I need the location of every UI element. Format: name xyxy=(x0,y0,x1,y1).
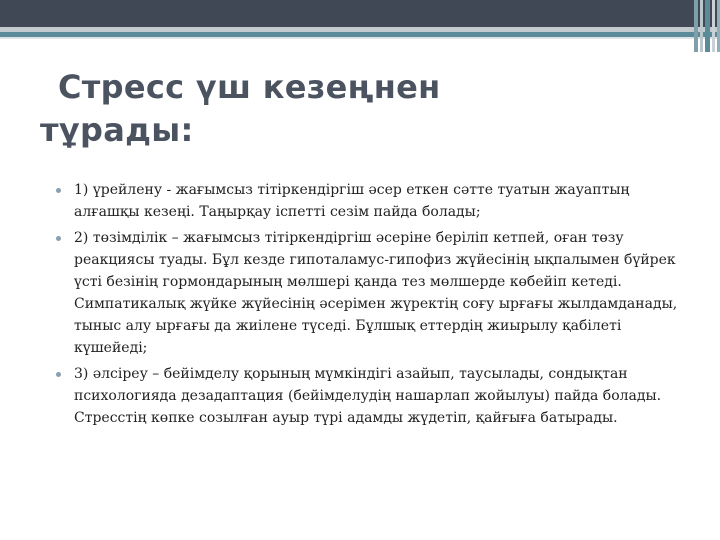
bullet-dot-icon xyxy=(56,236,61,241)
bullet-item-alarm xyxy=(56,179,690,223)
slide-title-line-2: тұрады: xyxy=(40,111,194,149)
bullet-dot-icon xyxy=(56,188,61,193)
bullet-item-resistance xyxy=(56,227,690,359)
slide-title xyxy=(40,66,680,152)
bullet-list xyxy=(56,179,690,433)
slide-title-line-1: Стресс үш кезеңнен xyxy=(58,68,441,106)
bullet-item-exhaustion xyxy=(56,363,690,429)
header-band xyxy=(0,0,720,27)
bullet-dot-icon xyxy=(56,372,61,377)
bullet-text: 3) әлсіреу – бейімделу қорының мүмкіндігі азайып, таусылады, сондықтан психологияда дезадаптация (бейімделудің нашарлап жойылуы) пайда болады. Стресстің көпке созылған ауыр түрі адамды жүдетіп, қайғыға батырады. xyxy=(74,366,662,426)
bullet-text: 1) үрейлену - жағымсыз тітіркендіргіш әсер еткен сәтте туатын жауаптың алғашқы кезеңі. Таңырқау іспетті сезім пайда болады; xyxy=(74,182,630,220)
corner-decoration xyxy=(694,0,720,52)
header-stripe-thin xyxy=(0,37,720,39)
bullet-text: 2) төзімділік – жағымсыз тітіркендіргіш әсеріне беріліп кетпей, оған төзу реакциясы туады. Бұл кезде гипоталамус-гипофиз жүйесінің ықпалымен бүйрек үсті безінің гормондарының мөлшері қанда тез мөлшерде көбейіп кетеді. Симпатикалық жүйке жүйесінің әсерімен жүректің соғу ырғағы жылдамданады, тыныс алу ырғағы да жиілене түседі. Бұлшық еттердің жиырылу қабілеті күшейеді; xyxy=(74,230,678,356)
